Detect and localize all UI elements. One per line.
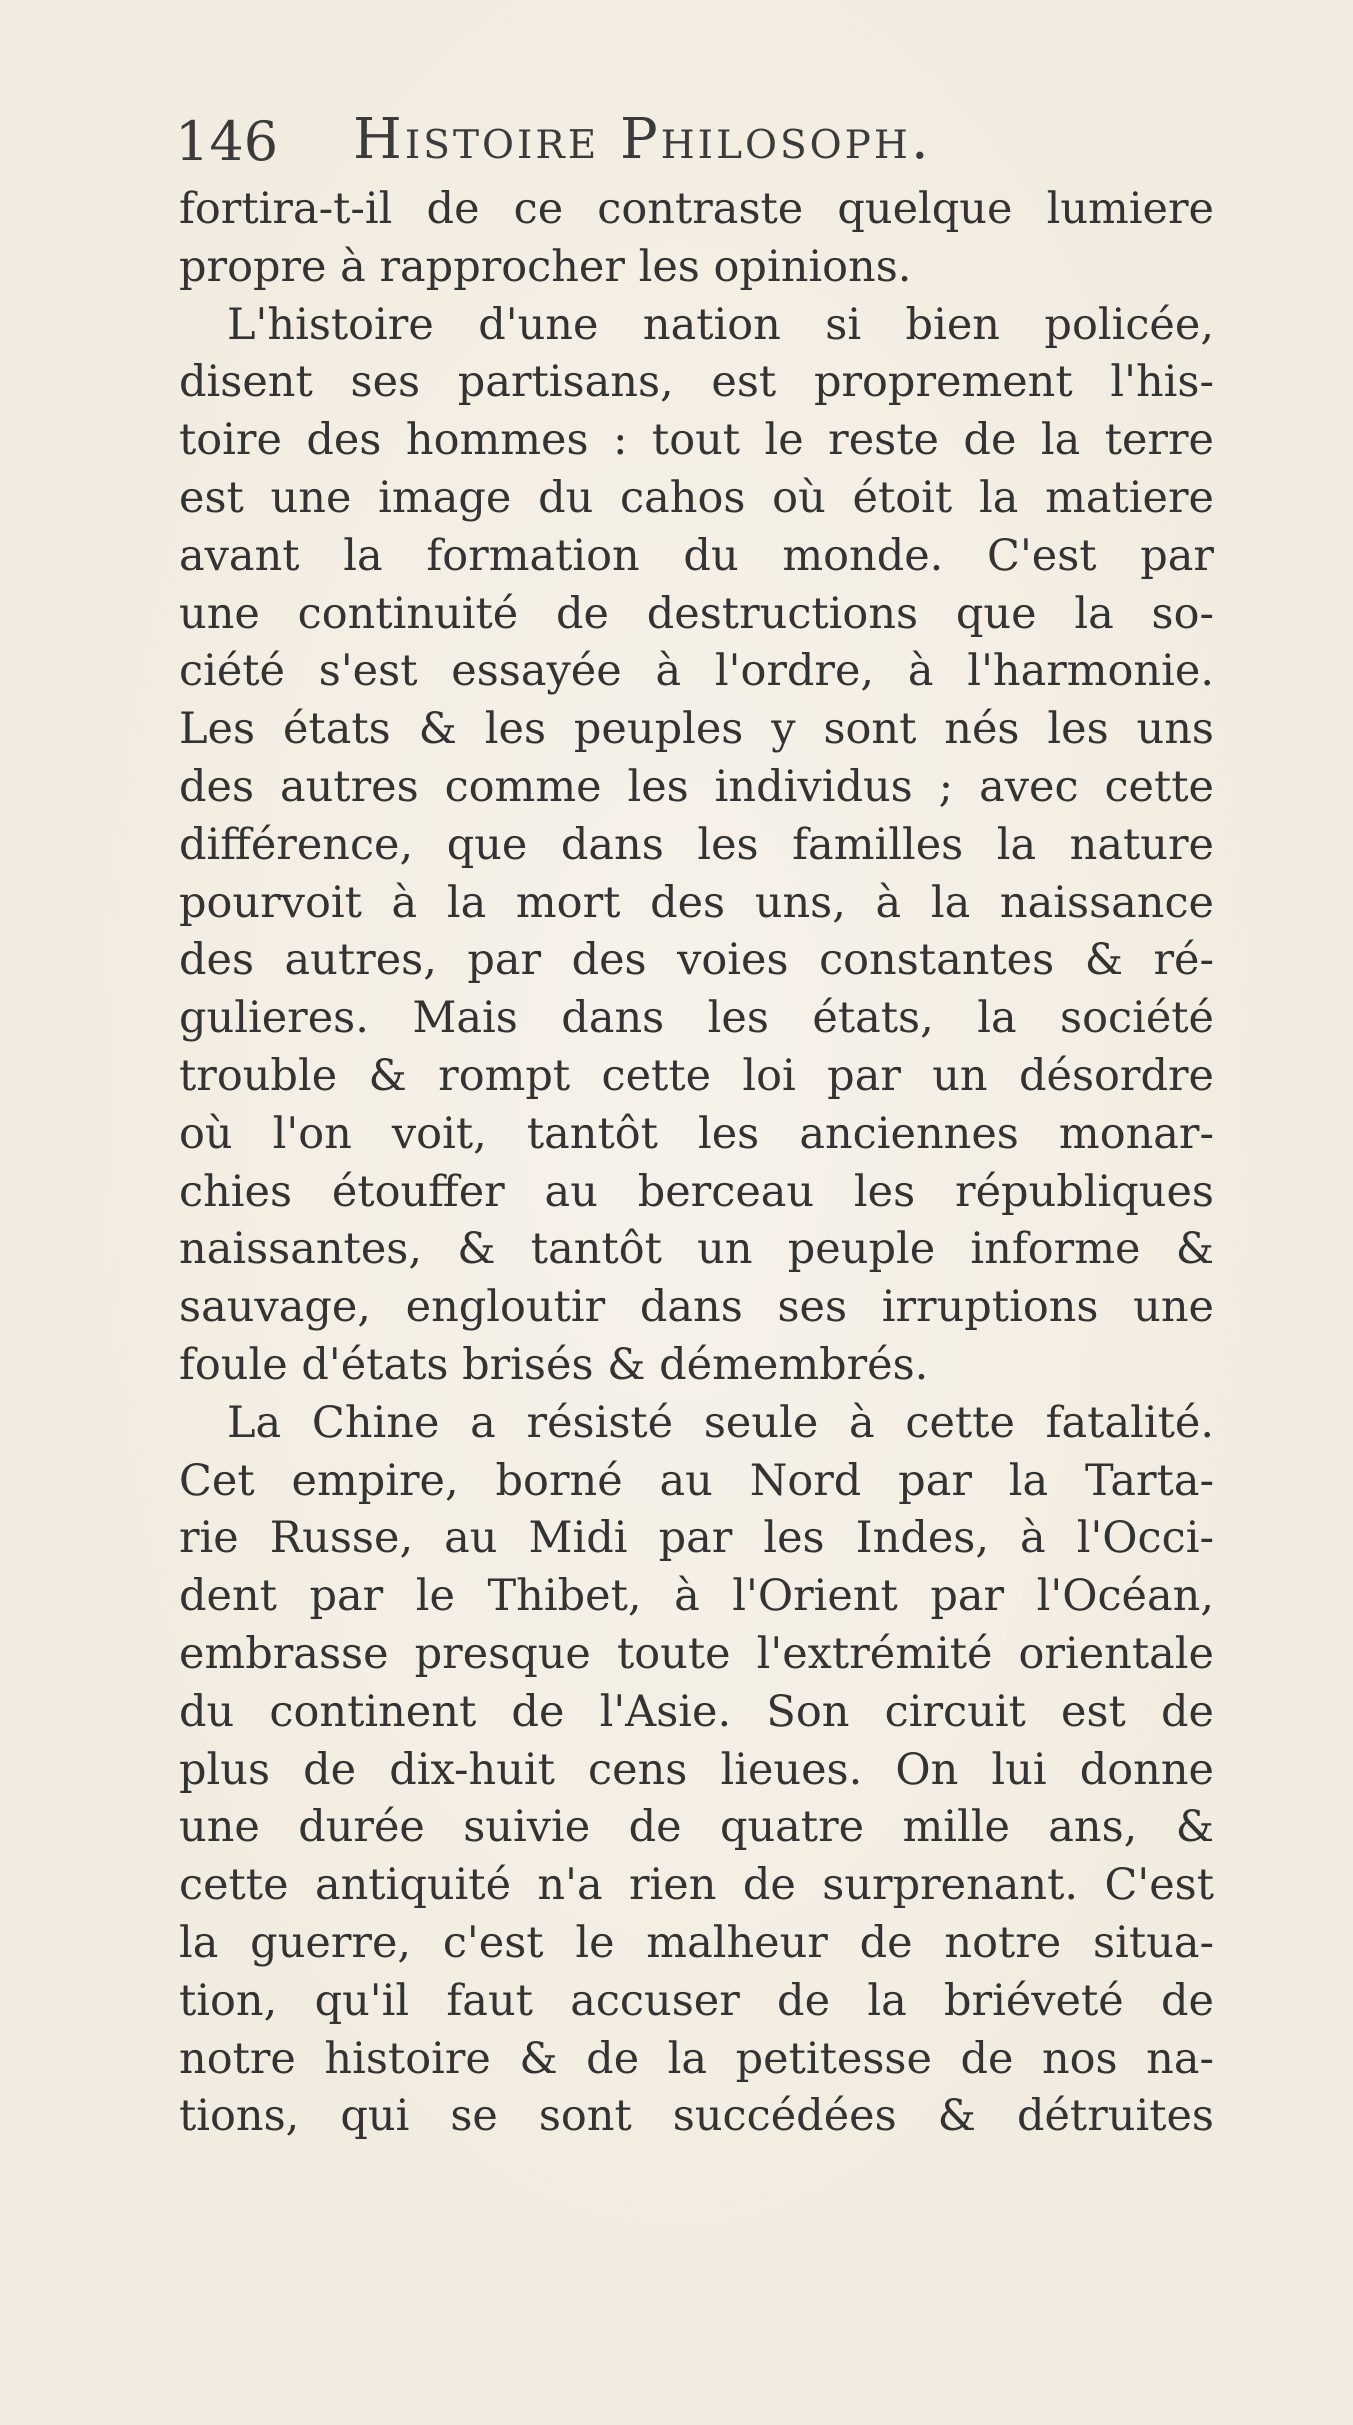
text-line: une continuité de destructions que la so- <box>179 588 1214 639</box>
text-line: naissantes, & tantôt un peuple informe & <box>179 1224 1214 1275</box>
text-line: des autres comme les individus ; avec cette <box>179 761 1214 812</box>
text-line: où l'on voit, tantôt les anciennes monar- <box>179 1108 1214 1159</box>
text-line: la guerre, c'est le malheur de notre situa- <box>179 1917 1214 1968</box>
text-line: sauvage, engloutir dans ses irruptions une <box>179 1282 1214 1333</box>
text-line: chies étouffer au berceau les républiques <box>179 1166 1214 1217</box>
text-line: dent par le Thibet, à l'Orient par l'Océan, <box>179 1571 1214 1622</box>
text-line: pourvoit à la mort des uns, à la naissance <box>179 877 1214 928</box>
text-line: disent ses partisans, est proprement l'his- <box>179 357 1214 408</box>
body-text <box>179 181 1214 2146</box>
text-line: une durée suivie de quatre mille ans, & <box>179 1802 1214 1853</box>
text-line: cette antiquité n'a rien de surprenant. C'est <box>179 1860 1214 1911</box>
text-line: La Chine a résisté seule à cette fatalité. <box>227 1397 1214 1448</box>
text-line: embrasse presque toute l'extrémité orientale <box>179 1628 1214 1679</box>
page-header <box>175 98 1185 188</box>
text-line: tions, qui se sont succédées & détruites <box>179 2091 1214 2142</box>
running-title: Histoire Philosoph. <box>353 107 932 172</box>
page-number: 146 <box>175 110 279 173</box>
text-line: trouble & rompt cette loi par un désordre <box>179 1050 1214 1101</box>
text-line: Cet empire, borné au Nord par la Tarta- <box>179 1455 1214 1506</box>
text-line: avant la formation du monde. C'est par <box>179 530 1214 581</box>
text-line: toire des hommes : tout le reste de la terre <box>179 415 1214 466</box>
text-line: foule d'états brisés & démembrés. <box>179 1339 929 1390</box>
text-line: ciété s'est essayée à l'ordre, à l'harmonie. <box>179 646 1214 697</box>
text-line: du continent de l'Asie. Son circuit est de <box>179 1686 1214 1737</box>
text-line: propre à rapprocher les opinions. <box>179 241 912 292</box>
text-line: notre histoire & de la petitesse de nos na- <box>179 2033 1214 2084</box>
text-line: gulieres. Mais dans les états, la société <box>179 993 1214 1044</box>
text-line: différence, que dans les familles la nature <box>179 819 1214 870</box>
text-line: Les états & les peuples y sont nés les uns <box>179 704 1214 755</box>
text-line: est une image du cahos où étoit la matiere <box>179 472 1214 523</box>
text-line: des autres, par des voies constantes & ré- <box>179 935 1214 986</box>
text-line: plus de dix-huit cens lieues. On lui donne <box>179 1744 1214 1795</box>
text-line: rie Russe, au Midi par les Indes, à l'Occi- <box>179 1513 1214 1564</box>
text-line: L'histoire d'une nation si bien policée, <box>227 299 1214 350</box>
text-line: tion, qu'il faut accuser de la briéveté de <box>179 1975 1214 2026</box>
text-line: fortira-t-il de ce contraste quelque lumiere <box>179 184 1214 234</box>
